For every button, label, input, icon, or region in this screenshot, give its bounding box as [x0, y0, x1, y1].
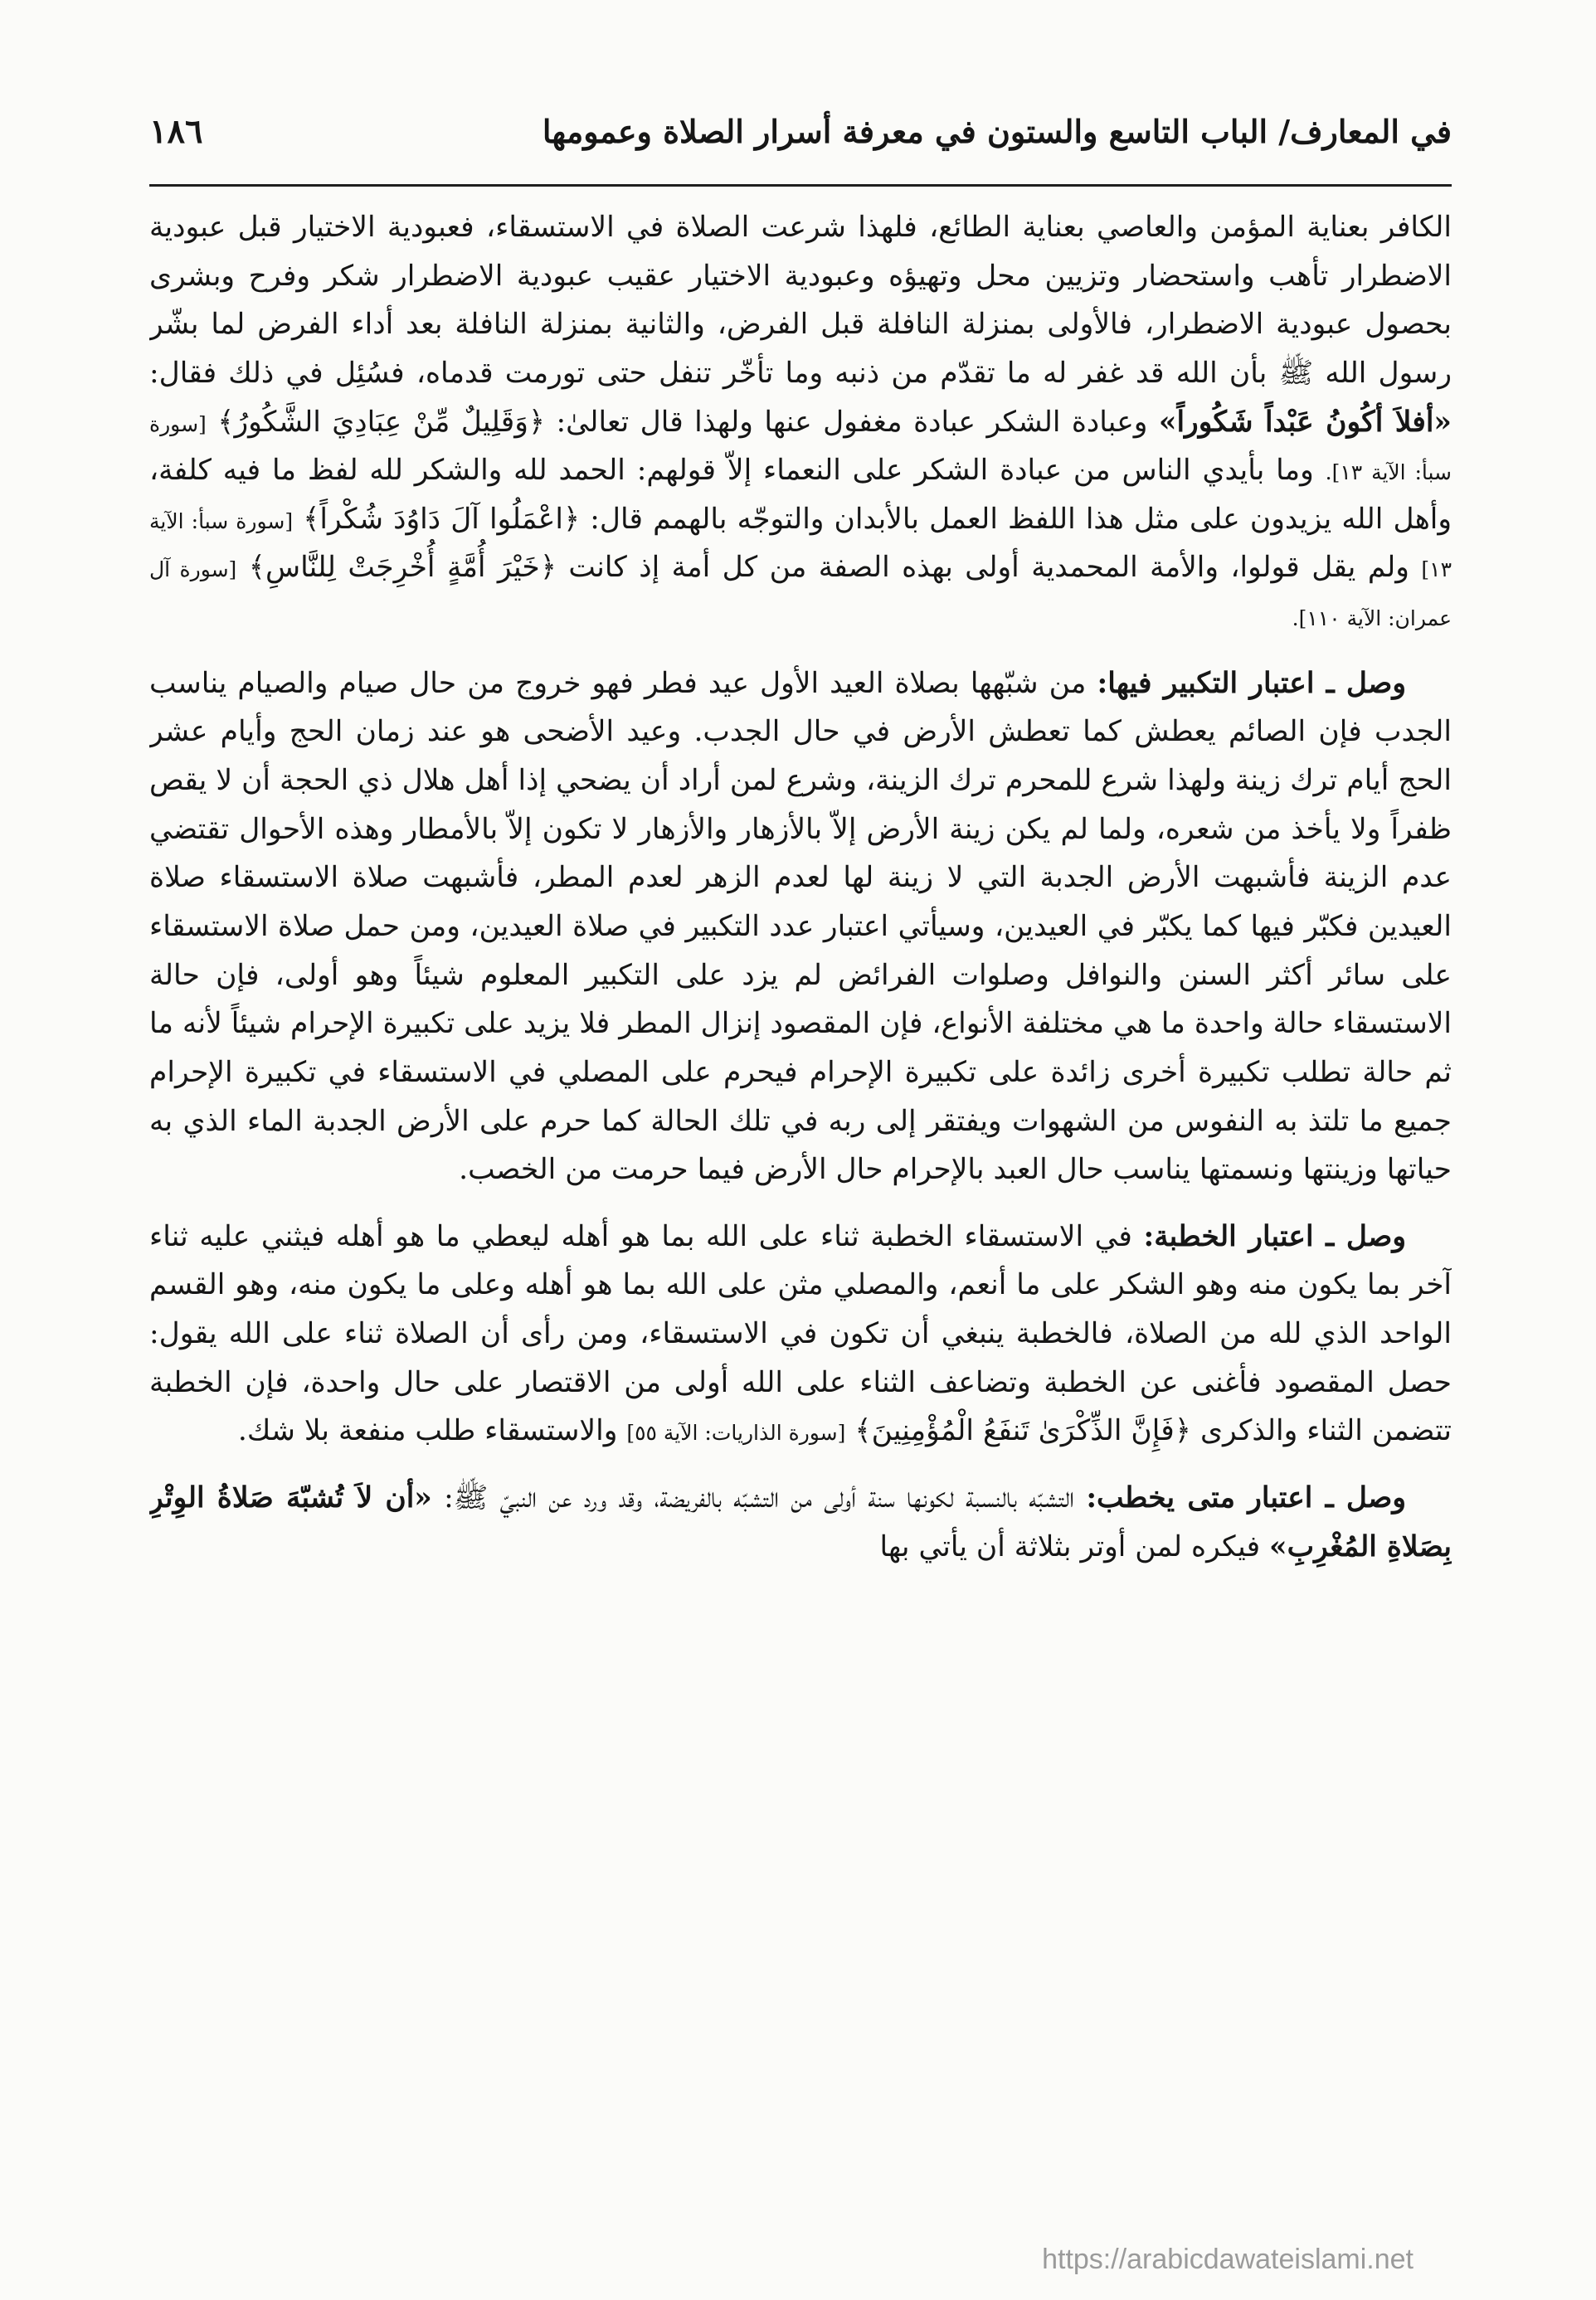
paragraph-when-khutba — [149, 1474, 1452, 1571]
quran-verse: ﴿خَيْرَ أُمَّةٍ أُخْرِجَتْ لِلنَّاسِ﴾ — [248, 551, 557, 585]
page-header — [149, 98, 1452, 164]
section-text: في الاستسقاء الخطبة ثناء على الله بما هو أهله ليعطي ما هو أهله فيثني عليه ثناء آخر بما يكون منه وهو الشكر على ما أنعم، والمصلي مثن على الله بما هو أهله وعلى ما يكون منه، وهو القسم الواحد الذي لله من الصلاة، فالخطبة ينبغي أن تكون في الاستسقاء، ومن رأى أن الصلاة ثناء على الله يقول: حصل المقصود فأغنى عن الخطبة وتضاعف الثناء على الله أولى من الاقتصار على حال واحدة، فإن الخطبة تتضمن الثناء والذكرى — [149, 1219, 1452, 1448]
quran-verse: ﴿فَإِنَّ الذِّكْرَىٰ تَنفَعُ الْمُؤْمِنِينَ﴾ — [854, 1414, 1191, 1448]
section-heading: وصل ـ اعتبار الخطبة: — [1143, 1219, 1406, 1253]
hadith-quote: «أن لاَ تُشبّهَ صَلاةُ الوِتْرِ بِصَلاةِ المُغْرِبِ» — [149, 1481, 1452, 1563]
verse-reference: [سورة سبأ: الآية ١٣]. — [149, 411, 1452, 485]
intro-text-2: وعبادة الشكر عبادة مغفول عنها ولهذا قال تعالىٰ: — [556, 405, 1148, 439]
section-text: والاستسقاء طلب منفعة بلا شك. — [237, 1414, 618, 1448]
section-text: التشبّه بالنسبة لكونها سنة أولى من التشبّه بالفريضة، وقد ورد عن النبيّ ﷺ: — [444, 1481, 1075, 1515]
verse-reference: [سورة آل عمران: الآية ١١٠]. — [149, 557, 1452, 631]
paragraph-intro — [149, 203, 1452, 641]
intro-text-1: الكافر بعناية المؤمن والعاصي بعناية الطائع، فلهذا شرعت الصلاة في الاستسقاء، فعبودية الاختيار قبل عبودية الاضطرار تأهب واستحضار وتزيين محل وتهيؤه وعبودية الاختيار عقيب عبودية الاضطرار شكر وفرح وبشرى بحصول عبودية الاضطرار، فالأولى بمنزلة النافلة قبل الفرض، والثانية بمنزلة النافلة بعد أداء الفرض لما بشّر رسول الله ﷺ بأن الله قد غفر له ما تقدّم من ذنبه وما تأخّر تنفل حتى تورمت قدماه، فسُئِل في ذلك فقال: — [149, 211, 1452, 390]
quran-verse: ﴿وَقَلِيلٌ مِّنْ عِبَادِيَ الشَّكُورُ﴾ — [217, 405, 546, 439]
body-text — [149, 203, 1452, 2177]
quran-verse: ﴿اعْمَلُوا آلَ دَاوُدَ شُكْراً﴾ — [303, 502, 581, 536]
page-number: ١٨٦ — [149, 111, 203, 151]
verse-reference: [سورة الذاريات: الآية ٥٥] — [626, 1421, 846, 1446]
watermark-url: https://arabicdawateislami.net — [1042, 2244, 1414, 2275]
section-text: فيكره لمن أوتر بثلاثة أن يأتي بها — [879, 1529, 1261, 1563]
intro-text-3: وما بأيدي الناس من عبادة الشكر على النعماء إلاّ قولهم: الحمد لله والشكر لله لفظ ما فيه كلفة، وأهل الله يزيدون على مثل هذا اللفظ العمل بالأبدان والتوجّه بالهمم قال: — [149, 454, 1452, 536]
paragraph-takbir — [149, 659, 1452, 1194]
header-rule — [149, 184, 1452, 187]
section-heading: وصل ـ اعتبار متى يخطب: — [1086, 1481, 1407, 1515]
intro-text-4: ولم يقل قولوا، والأمة المحمدية أولى بهذه الصفة من كل أمة إذ كانت — [568, 551, 1409, 585]
section-heading: وصل ـ اعتبار التكبير فيها: — [1097, 666, 1406, 700]
verse-reference: [سورة سبأ: الآية ١٣] — [149, 508, 1452, 582]
running-head: في المعارف/ الباب التاسع والستون في معرفة أسرار الصلاة وعمومها — [542, 112, 1452, 150]
paragraph-khutba — [149, 1213, 1452, 1456]
hadith-quote: «أفلاَ أكُونُ عَبْداً شَكُوراً» — [1158, 405, 1452, 439]
section-text: من شبّهها بصلاة العيد الأول عيد فطر فهو خروج من حال صيام والصيام يناسب الجدب فإن الصائم يعطش كما تعطش الأرض في حال الجدب. وعيد الأضحى هو عند زمان الحج وأيام عشر الحج أيام ترك زينة ولهذا شرع للمحرم ترك الزينة، وشرع لمن أراد أن يضحي إذا أهل هلال ذي الحجة أن لا يقص ظفراً ولا يأخذ من شعره، ولما لم يكن زينة الأرض إلاّ بالأزهار والأزهار لا تكون إلاّ بالأمطار وهذه الأحوال تقتضي عدم الزينة فأشبهت الأرض الجدبة التي لا زينة لها لعدم الزهر لعدم المطر، فأشبهت صلاة الاستسقاء صلاة العيدين فكبّر فيها كما يكبّر في العيدين، وسيأتي اعتبار عدد التكبير في صلاة العيدين، ومن حمل صلاة الاستسقاء على سائر أكثر السنن والنوافل وصلوات الفرائض لم يزد على التكبير المعلوم شيئاً وهو أولى، فإن حالة الاستسقاء حالة واحدة ما هي مختلفة الأنواع، فإن المقصود إنزال المطر فلا يزيد على تكبيرة الإحرام شيئاً لأنه ما ثم حالة تطلب تكبيرة أخرى زائدة على تكبيرة الإحرام فيحرم على المصلي في الاستسقاء في تكبيرة الإحرام جميع ما تلتذ به النفوس من الشهوات ويفتقر إلى ربه في تلك الحالة كما حرم على الأرض الجدبة الماء الذي به حياتها وزينتها ونسمتها يناسب حال العبد بالإحرام حال الأرض فيما حرمت من الخصب. — [149, 666, 1452, 1187]
